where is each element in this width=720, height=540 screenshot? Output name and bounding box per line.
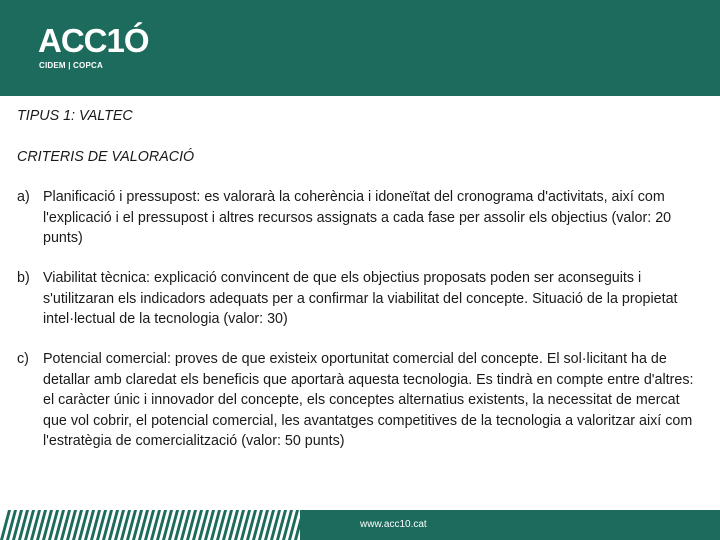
footer [0,510,720,540]
logo-acc10: ACC1Ó [38,22,149,59]
criterion-item [17,268,697,330]
footer-url-link[interactable]: www.acc10.cat [360,519,427,530]
footer-stripes-decoration [0,510,300,540]
criterion-text: Planificació i pressupost: es valorarà la coherència i idoneïtat del cronograma d'activitats, així com l'explicació i el pressupost i altres recursos assignats a cada fase per assolir els objectius (valor: 20 punts) [43,189,672,246]
slide-title: TIPUS 1: VALTEC [17,108,133,124]
criterion-marker: b) [17,270,30,286]
criterion-text: Potencial comercial: proves de que existeix oportunitat comercial del concepte. El sol·licitant ha de detallar amb claredat els beneficis que aportarà aquesta tecnologia. Es tindrà en compte entre d'altres: el caràcter únic i innovador del concepte, els conceptes alternatius existents, la necessitat de mercat que vol cobrir, el potencial comercial, les avantatges competitives de la tecnologia a valoritzar així com l'estratègia de comercialització (valor: 50 punts) [43,351,694,449]
criterion-item [17,187,697,249]
section-title: CRITERIS DE VALORACIÓ [17,149,195,165]
criterion-item [17,349,697,452]
criterion-marker: a) [17,189,30,205]
header-bar [0,0,720,96]
logo-subtitle: CIDEM | COPCA [39,61,103,70]
criterion-marker: c) [17,351,29,367]
criterion-text: Viabilitat tècnica: explicació convincent de que els objectius proposats poden ser aconseguits i s'utilitzaran els indicadors adequats per a confirmar la viabilitat del concepte. Situació de la propietat intel·lectual de la tecnologia (valor: 30) [43,270,678,327]
